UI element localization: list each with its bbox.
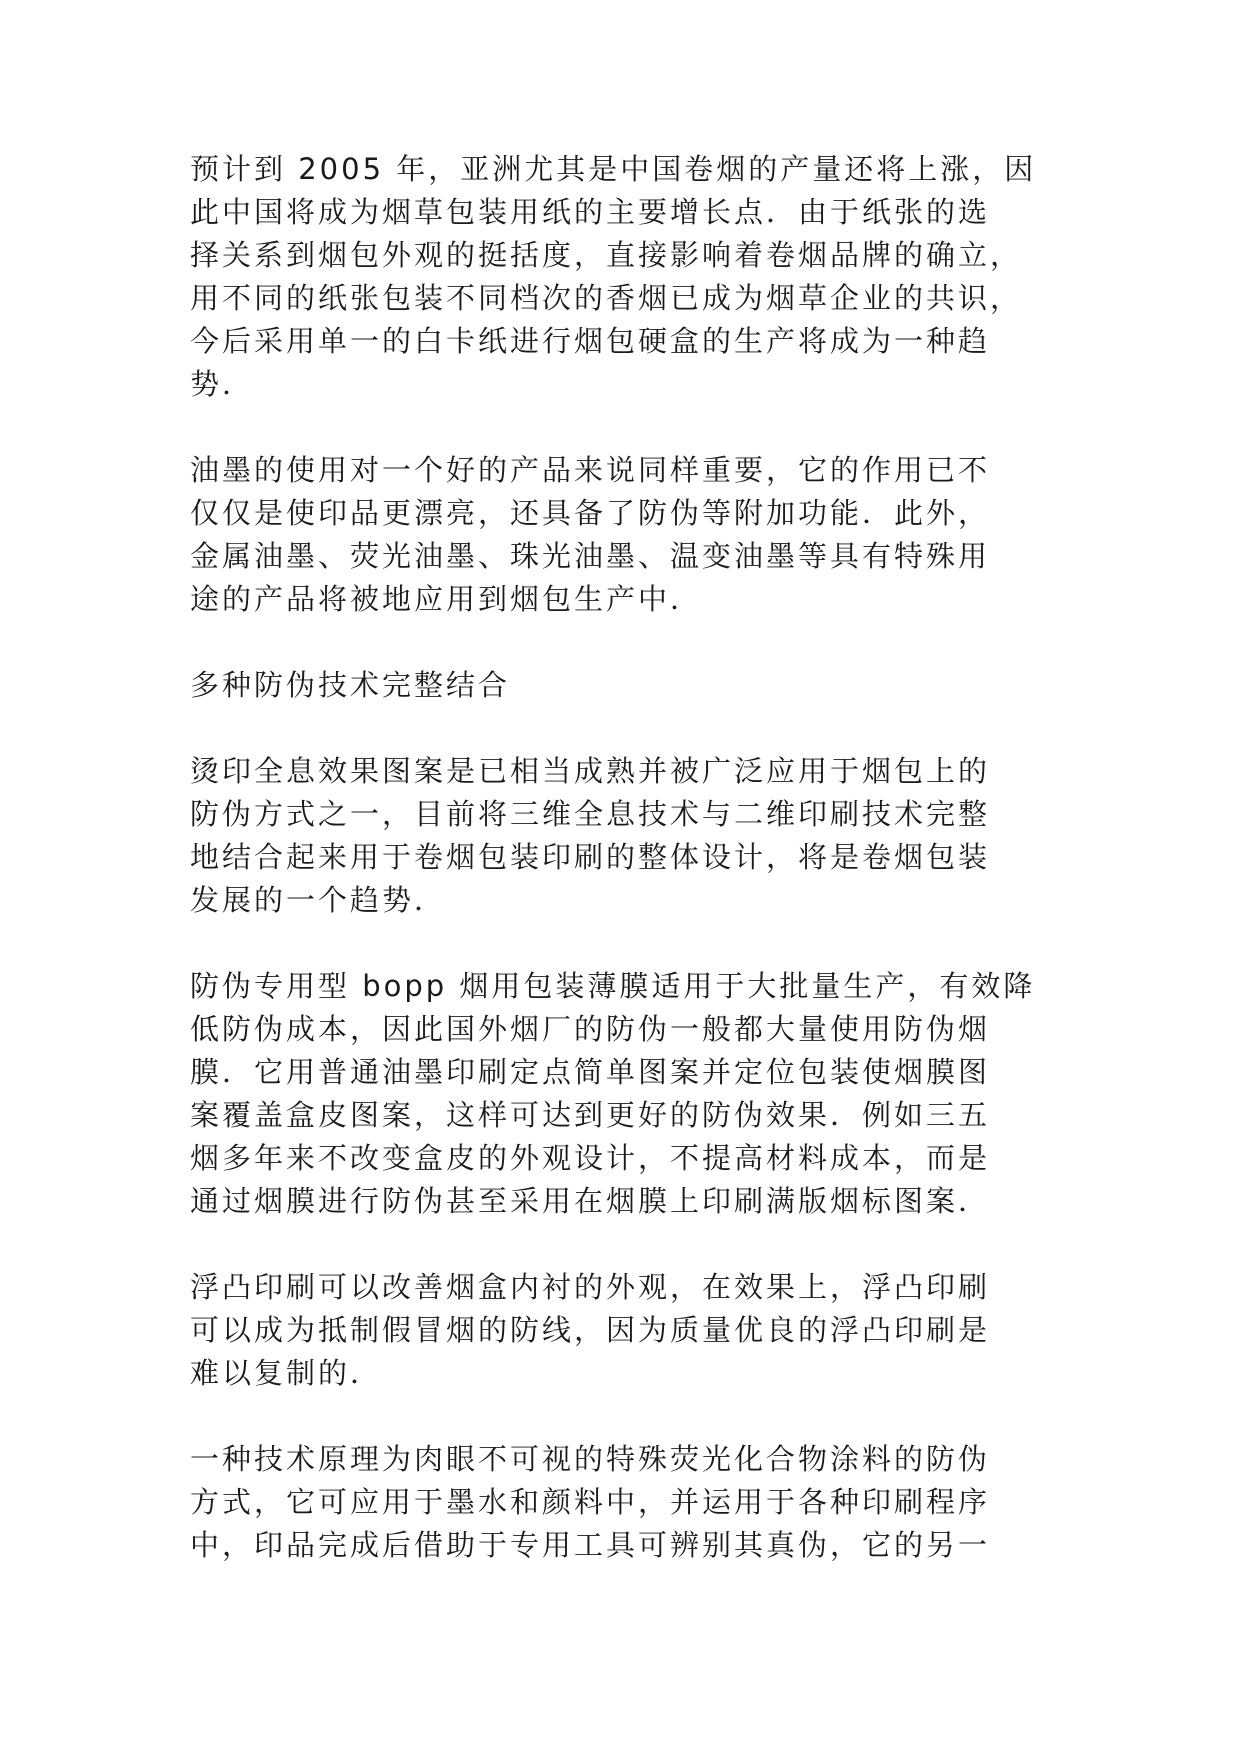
paragraph-fluorescent [190,1438,1060,1567]
text-line: 低防伪成本，因此国外烟厂的防伪一般都大量使用防伪烟 [190,1012,991,1046]
text-line: 中，印品完成后借助于专用工具可辨别其真伪，它的另一 [190,1528,991,1562]
text-line: 浮凸印刷可以改善烟盒内衬的外观，在效果上，浮凸印刷 [190,1270,991,1304]
text-line: 案覆盖盒皮图案，这样可达到更好的防伪效果．例如三五 [190,1098,991,1132]
section-heading [190,664,1060,707]
text-line: 此中国将成为烟草包装用纸的主要增长点．由于纸张的选 [190,195,991,229]
text-line: 发展的一个趋势． [190,883,447,917]
text-line: 预计到 2005 年，亚洲尤其是中国卷烟的产量还将上涨，因 [190,152,1037,186]
text-line: 防伪专用型 bopp 烟用包装薄膜适用于大批量生产，有效降 [190,969,1036,1003]
text-line: 烫印全息效果图案是已相当成熟并被广泛应用于烟包上的 [190,754,991,788]
paragraph-bopp-film [190,965,1060,1223]
paragraph-packaging-paper [190,148,1060,406]
text-line: 一种技术原理为肉眼不可视的特殊荧光化合物涂料的防伪 [190,1442,991,1476]
text-line: 途的产品将被地应用到烟包生产中． [190,582,703,616]
text-line: 用不同的纸张包装不同档次的香烟已成为烟草企业的共识， [190,281,1023,315]
text-line: 难以复制的． [190,1356,383,1390]
text-line: 膜．它用普通油墨印刷定点简单图案并定位包装使烟膜图 [190,1055,991,1089]
text-line: 通过烟膜进行防伪甚至采用在烟膜上印刷满版烟标图案． [190,1184,991,1218]
text-line: 金属油墨、荧光油墨、珠光油墨、温变油墨等具有特殊用 [190,539,991,573]
text-line: 防伪方式之一，目前将三维全息技术与二维印刷技术完整 [190,797,991,831]
paragraph-hologram [190,750,1060,922]
text-line: 地结合起来用于卷烟包装印刷的整体设计，将是卷烟包装 [190,840,991,874]
paragraph-embossing [190,1266,1060,1395]
text-line: 方式，它可应用于墨水和颜料中，并运用于各种印刷程序 [190,1485,991,1519]
text-line: 烟多年来不改变盒皮的外观设计，不提高材料成本，而是 [190,1141,991,1175]
text-line: 今后采用单一的白卡纸进行烟包硬盒的生产将成为一种趋 [190,324,991,358]
paragraph-ink [190,449,1060,621]
text-line: 仅仅是使印品更漂亮，还具备了防伪等附加功能．此外， [190,496,991,530]
document-body [190,148,1060,1610]
text-line: 可以成为抵制假冒烟的防线，因为质量优良的浮凸印刷是 [190,1313,991,1347]
heading-text: 多种防伪技术完整结合 [190,668,511,702]
text-line: 择关系到烟包外观的挺括度，直接影响着卷烟品牌的确立， [190,238,1023,272]
text-line: 油墨的使用对一个好的产品来说同样重要，它的作用已不 [190,453,991,487]
text-line: 势． [190,367,255,401]
